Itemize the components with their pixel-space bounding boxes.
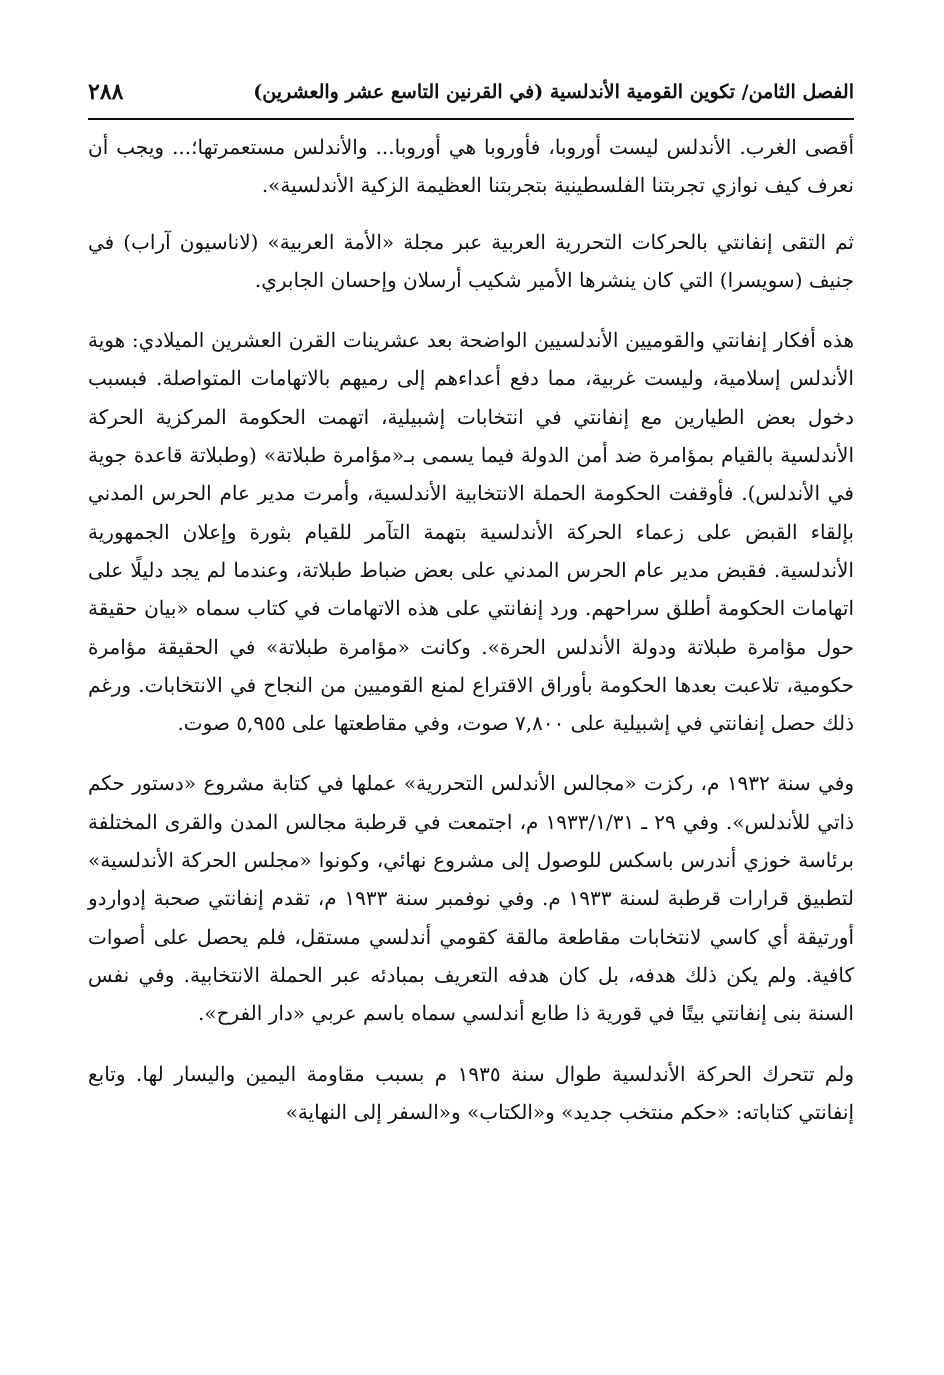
header-rule — [88, 118, 854, 120]
paragraph: هذه أفكار إنفانتي والقوميين الأندلسيين الواضحة بعد عشرينات القرن العشرين الميلادي: هوية الأندلس إسلامية، وليست غربية، مما دفع أعداءهم إلى رميهم بالاتهامات المتواصلة. فبسبب دخول بعض الطيارين مع إنفانتي في انتخابات إشبيلية، اتهمت الحكومة المركزية الحركة الأندلسية بالقيام بمؤامرة ضد أمن الدولة فيما يسمى بـ«مؤامرة طبلاتة» (وطبلاتة قاعدة جوية في الأندلس). فأوقفت الحكومة الحملة الانتخابية الأندلسية، وأمرت مدير عام الحرس المدني بإلقاء القبض على زعماء الحركة الأندلسية بتهمة التآمر للقيام بثورة وإعلان الجمهورية الأندلسية. فقبض مدير عام الحرس المدني على بعض ضباط طبلاتة، وعندما لم يجد دليلًا على اتهامات الحكومة أطلق سراحهم. ورد إنفانتي على هذه الاتهامات في كتاب سماه «بيان حقيقة حول مؤامرة طبلاتة ودولة الأندلس الحرة». وكانت «مؤامرة طبلاتة» في الحقيقة مؤامرة حكومية، تلاعبت بعدها الحكومة بأوراق الاقتراع لمنع القوميين من النجاح في الانتخابات. ورغم ذلك حصل إنفانتي في إشبيلية على ٧,٨٠٠ صوت، وفي مقاطعتها على ٥,٩٥٥ صوت. — [88, 328, 854, 736]
paragraph: ثم التقى إنفانتي بالحركات التحررية العربية عبر مجلة «الأمة العربية» (لاناسيون آراب) في جنيف (سويسرا) التي كان ينشرها الأمير شكيب أرسلان وإحسان الجابري. — [88, 229, 854, 292]
page-header — [88, 72, 854, 112]
running-title: الفصل الثامن/ تكوين القومية الأندلسية (في القرنين التاسع عشر والعشرين) — [253, 81, 854, 103]
paragraph: أقصى الغرب. الأندلس ليست أوروبا، فأوروبا هي أوروبا... والأندلس مستعمرتها؛... ويجب أن نعرف كيف نوازي تجربتنا الفلسطينية بتجربتنا العظيمة الزكية الأندلسية». — [88, 135, 854, 198]
paragraph: وفي سنة ١٩٣٢ م، ركزت «مجالس الأندلس التحررية» عملها في كتابة مشروع «دستور حكم ذاتي للأندلس». وفي ٢٩ ـ ١٩٣٣/١/٣١ م، اجتمعت في قرطبة مجالس المدن والقرى المختلفة برئاسة خوزي أندرس باسكس للوصول إلى مشروع نهائي، وكونوا «مجلس الحركة الأندلسية» لتطبيق قرارات قرطبة لسنة ١٩٣٣ م. وفي نوفمبر سنة ١٩٣٣ م، تقدم إنفانتي صحبة إدواردو أورتيقة أي كاسي لانتخابات مقاطعة مالقة كقومي أندلسي مستقل، فلم يحصل على أصوات كافية. ولم يكن ذلك هدفه، بل كان هدفه التعريف بمبادئه عبر الحملة الانتخابية. وفي نفس السنة بنى إنفانتي بيتًا في قورية ذا طابع أندلسي سماه باسم عربي «دار الفرح». — [88, 771, 855, 1026]
page-body — [88, 128, 854, 1153]
page-number: ٢٨٨ — [88, 79, 124, 105]
paragraph: ولم تتحرك الحركة الأندلسية طوال سنة ١٩٣٥ م بسبب مقاومة اليمين واليسار لها. وتابع إنفانتي كتاباته: «حكم منتخب جديد» و«الكتاب» و«السفر إلى النهاية» — [88, 1061, 854, 1124]
